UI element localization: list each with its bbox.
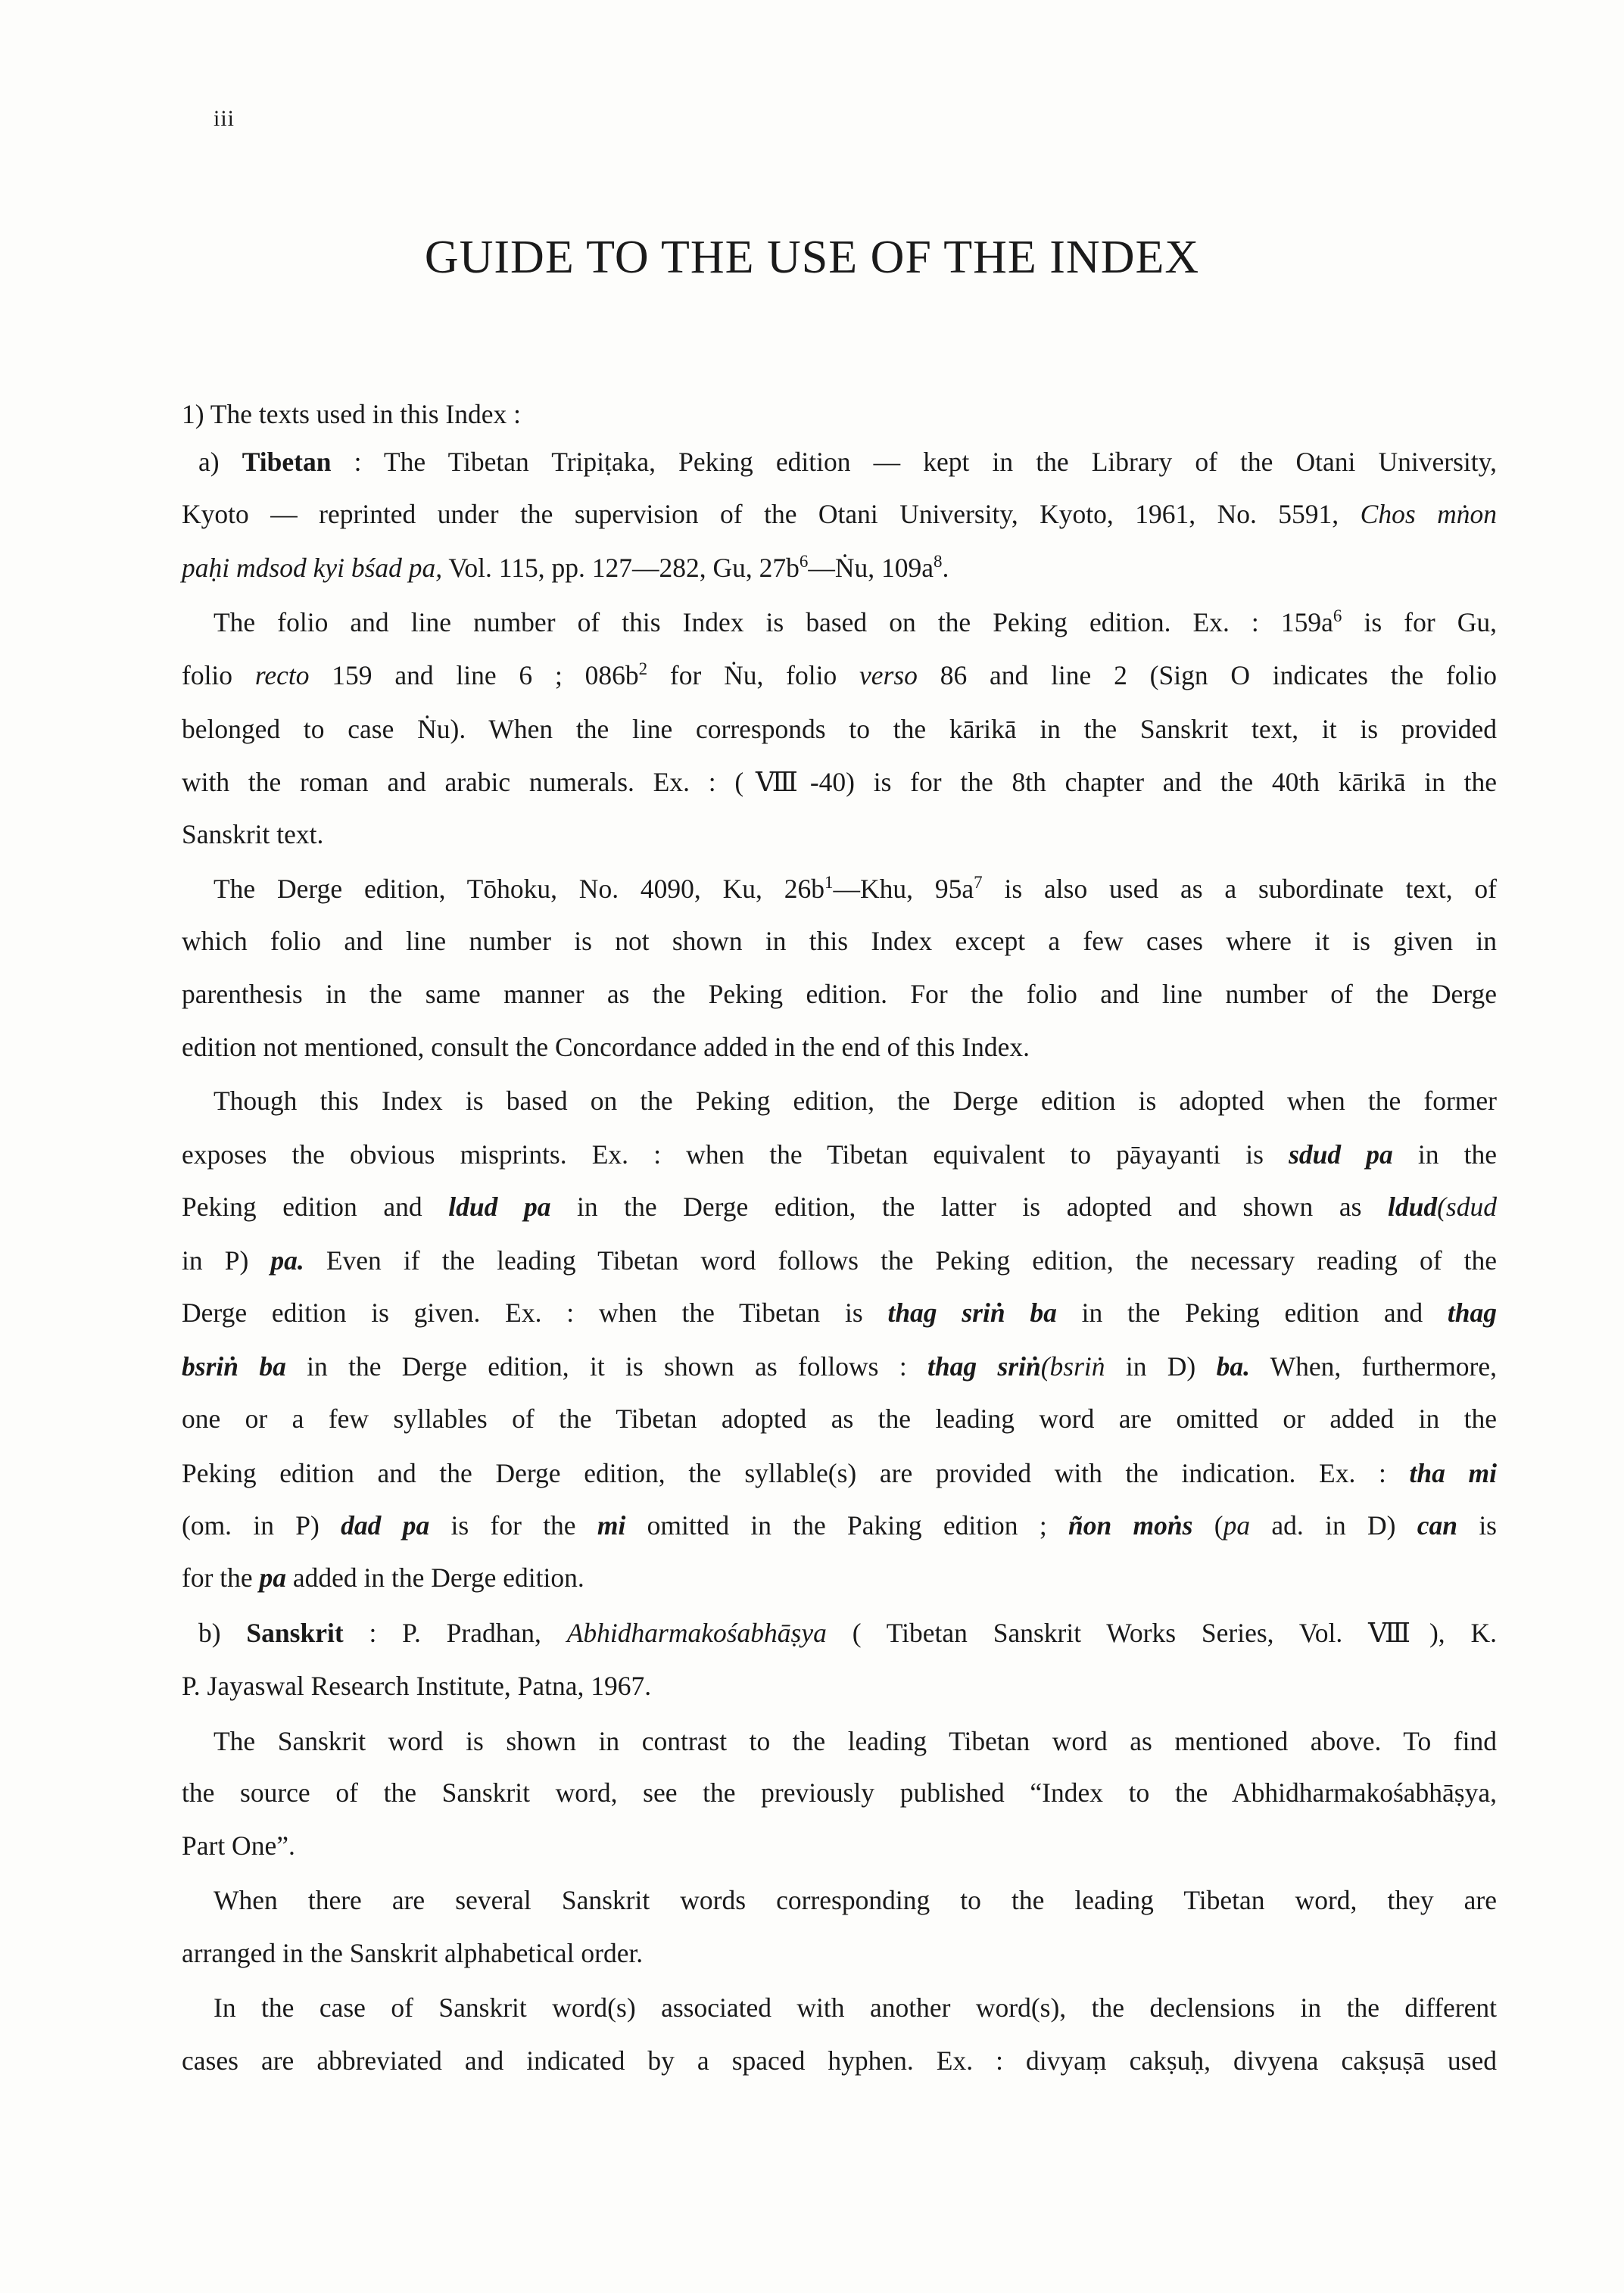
page-number: iii bbox=[214, 106, 235, 131]
text-span: dad pa bbox=[341, 1510, 430, 1541]
text-line bbox=[182, 1402, 1497, 1435]
text-span: Peking edition and the Derge edition, the syllable(s) are provided with the indication. Ex. : bbox=[182, 1458, 1410, 1488]
text-span: paḥi mdsod kyi bśad pa, bbox=[182, 553, 443, 583]
text-span: ad. in D) bbox=[1250, 1510, 1417, 1541]
text-span: P. Jayaswal Research Institute, Patna, 1967. bbox=[182, 1671, 652, 1701]
text-span: . bbox=[942, 553, 949, 583]
text-line bbox=[182, 924, 1497, 958]
text-span: exposes the obvious misprints. Ex. : when the Tibetan equivalent to pāyayanti is bbox=[182, 1139, 1289, 1170]
text-line bbox=[214, 1724, 1497, 1758]
text-span: Part One”. bbox=[182, 1830, 295, 1861]
text-span: ldud pa bbox=[448, 1192, 551, 1222]
text-span: 6 bbox=[1333, 606, 1342, 626]
text-span: Tibetan bbox=[242, 447, 332, 477]
text-span: Though this Index is based on the Peking edition, the Derge edition is adopted when the former bbox=[214, 1086, 1497, 1116]
text-span: (sdud bbox=[1437, 1192, 1497, 1222]
text-span: edition not mentioned, consult the Concordance added in the end of this Index. bbox=[182, 1032, 1030, 1062]
text-span: which folio and line number is not shown in this Index except a few cases where it is given in bbox=[182, 926, 1497, 956]
text-line bbox=[182, 397, 1492, 431]
text-line bbox=[214, 606, 1497, 639]
text-span: parenthesis in the same manner as the Peking edition. For the folio and line number of the Derge bbox=[182, 979, 1497, 1009]
text-line bbox=[182, 1296, 1497, 1329]
text-span: is for the bbox=[429, 1510, 597, 1541]
text-span: b) bbox=[198, 1618, 247, 1648]
text-span: for Ṅu, folio bbox=[647, 660, 860, 690]
text-span: Vol. 115, pp. 127—282, Gu, 27b bbox=[442, 553, 800, 583]
text-span: with the roman and arabic numerals. Ex. : (Ⅷ-40) is for the 8th chapter and the 40th kārikā in the bbox=[182, 767, 1497, 797]
text-span: ( bbox=[1192, 1510, 1223, 1541]
text-span: cases are abbreviated and indicated by a spaced hyphen. Ex. : divyaṃ cakṣuḥ, divyena cakṣuṣā used bbox=[182, 2045, 1497, 2076]
text-span: a) bbox=[198, 447, 242, 477]
text-span: bsriṅ ba bbox=[182, 1351, 286, 1382]
text-line bbox=[182, 712, 1497, 746]
text-line bbox=[182, 659, 1497, 692]
text-line bbox=[182, 765, 1497, 799]
text-span: the source of the Sanskrit word, see the previously published “Index to the Abhidharmakośabhāṣya, bbox=[182, 1777, 1497, 1808]
text-line bbox=[214, 1084, 1497, 1117]
text-span: —Khu, 95a bbox=[833, 874, 974, 904]
text-line bbox=[182, 1138, 1497, 1171]
text-line bbox=[182, 2044, 1497, 2077]
text-span: Derge edition is given. Ex. : when the Tibetan is bbox=[182, 1298, 888, 1328]
text-line bbox=[182, 1776, 1497, 1809]
text-span: in the Derge edition, the latter is adopted and shown as bbox=[550, 1192, 1388, 1222]
text-span: Abhidharmakośabhāṣya bbox=[566, 1618, 827, 1648]
text-span: (bsriṅ bbox=[1040, 1351, 1105, 1382]
text-span: in the Derge edition, it is shown as follows : bbox=[285, 1351, 928, 1382]
text-span: 8 bbox=[934, 552, 943, 572]
text-line bbox=[182, 1244, 1497, 1277]
text-line bbox=[182, 818, 409, 851]
text-line bbox=[198, 445, 1497, 478]
text-span: In the case of Sanskrit word(s) associated with another word(s), the declensions in the different bbox=[214, 1992, 1497, 2023]
text-span: (om. in P) bbox=[182, 1510, 341, 1541]
text-span: ldud bbox=[1388, 1192, 1438, 1222]
text-span: is also used as a subordinate text, of bbox=[982, 874, 1497, 904]
text-span: 7 bbox=[974, 873, 983, 893]
text-span: recto bbox=[254, 660, 310, 690]
text-span: in P) bbox=[182, 1245, 271, 1276]
text-line bbox=[182, 977, 1497, 1011]
text-span: arranged in the Sanskrit alphabetical order. bbox=[182, 1938, 644, 1968]
text-span: can bbox=[1417, 1510, 1458, 1541]
text-span: omitted in the Paking edition ; bbox=[625, 1510, 1068, 1541]
text-span: ñon moṅs bbox=[1068, 1510, 1193, 1541]
text-span: 159 and line 6 ; 086b bbox=[309, 660, 639, 690]
text-line bbox=[182, 1190, 1497, 1223]
text-span: thag bbox=[1447, 1298, 1498, 1328]
text-line bbox=[182, 1936, 863, 1970]
text-span: belonged to case Ṅu). When the line corresponds to the kārikā in the Sanskrit text, it is provided bbox=[182, 714, 1497, 744]
text-span: one or a few syllables of the Tibetan adopted as the leading word are omitted or added in the bbox=[182, 1404, 1497, 1434]
text-span: 1) The texts used in this Index : bbox=[182, 399, 521, 429]
text-span: 6 bbox=[799, 552, 809, 572]
text-span: mi bbox=[597, 1510, 626, 1541]
text-line bbox=[198, 1616, 1497, 1650]
text-span: folio bbox=[182, 660, 255, 690]
text-span: in the Peking edition and bbox=[1056, 1298, 1448, 1328]
text-span: When there are several Sanskrit words corresponding to the leading Tibetan word, they are bbox=[214, 1885, 1497, 1915]
text-span: ( Tibetan Sanskrit Works Series, Vol. Ⅷ), K. bbox=[826, 1618, 1497, 1648]
text-span: : P. Pradhan, bbox=[343, 1618, 567, 1648]
text-line bbox=[214, 872, 1497, 905]
text-span: 1 bbox=[824, 873, 834, 893]
text-line bbox=[182, 1030, 1257, 1064]
text-line bbox=[214, 1991, 1497, 2024]
text-span: in the bbox=[1392, 1139, 1498, 1170]
text-line bbox=[182, 1669, 863, 1703]
text-span: : The Tibetan Tripiṭaka, Peking edition — kept in the Library of the Otani University, bbox=[331, 447, 1497, 477]
text-line bbox=[182, 1561, 787, 1594]
text-span: verso bbox=[859, 660, 918, 690]
text-span: in D) bbox=[1105, 1351, 1217, 1382]
text-span: is for Gu, bbox=[1342, 607, 1497, 637]
text-span: 2 bbox=[638, 659, 648, 679]
text-span: pa. bbox=[270, 1245, 304, 1276]
text-span: The Derge edition, Tōhoku, No. 4090, Ku, 26b bbox=[214, 874, 825, 904]
text-span: pa bbox=[259, 1562, 287, 1593]
text-line bbox=[214, 1883, 1497, 1917]
text-span: Peking edition and bbox=[182, 1192, 449, 1222]
text-span: thag sriṅ bbox=[927, 1351, 1041, 1382]
page-title: GUIDE TO THE USE OF THE INDEX bbox=[424, 232, 1200, 283]
text-span: Kyoto — reprinted under the supervision of the Otani University, Kyoto, 1961, No. 5591, bbox=[182, 499, 1361, 529]
text-span: The Sanskrit word is shown in contrast to the leading Tibetan word as mentioned above. To find bbox=[214, 1726, 1497, 1756]
text-line bbox=[182, 1456, 1497, 1490]
text-span: Sanskrit text. bbox=[182, 819, 324, 849]
text-span: Chos mṅon bbox=[1360, 499, 1498, 529]
text-line bbox=[182, 497, 1497, 531]
text-span: Even if the leading Tibetan word follows the Peking edition, the necessary reading of the bbox=[304, 1245, 1497, 1276]
text-span: Sanskrit bbox=[246, 1618, 344, 1648]
text-span: is bbox=[1457, 1510, 1497, 1541]
text-line bbox=[182, 551, 949, 584]
text-span: added in the Derge edition. bbox=[286, 1562, 584, 1593]
text-line bbox=[182, 1829, 485, 1862]
text-line bbox=[182, 1350, 1497, 1383]
text-span: sdud pa bbox=[1289, 1139, 1393, 1170]
text-span: The folio and line number of this Index is based on the Peking edition. Ex. : 159a bbox=[214, 607, 1333, 637]
text-span: ba. bbox=[1216, 1351, 1250, 1382]
text-span: 86 and line 2 (Sign O indicates the folio bbox=[917, 660, 1497, 690]
text-span: pa bbox=[1223, 1510, 1251, 1541]
text-span: —Ṅu, 109a bbox=[808, 553, 934, 583]
text-span: thag sriṅ ba bbox=[887, 1298, 1057, 1328]
text-span: When, furthermore, bbox=[1249, 1351, 1498, 1382]
text-span: for the bbox=[182, 1562, 260, 1593]
text-line bbox=[182, 1509, 1497, 1542]
text-span: tha mi bbox=[1409, 1458, 1497, 1488]
